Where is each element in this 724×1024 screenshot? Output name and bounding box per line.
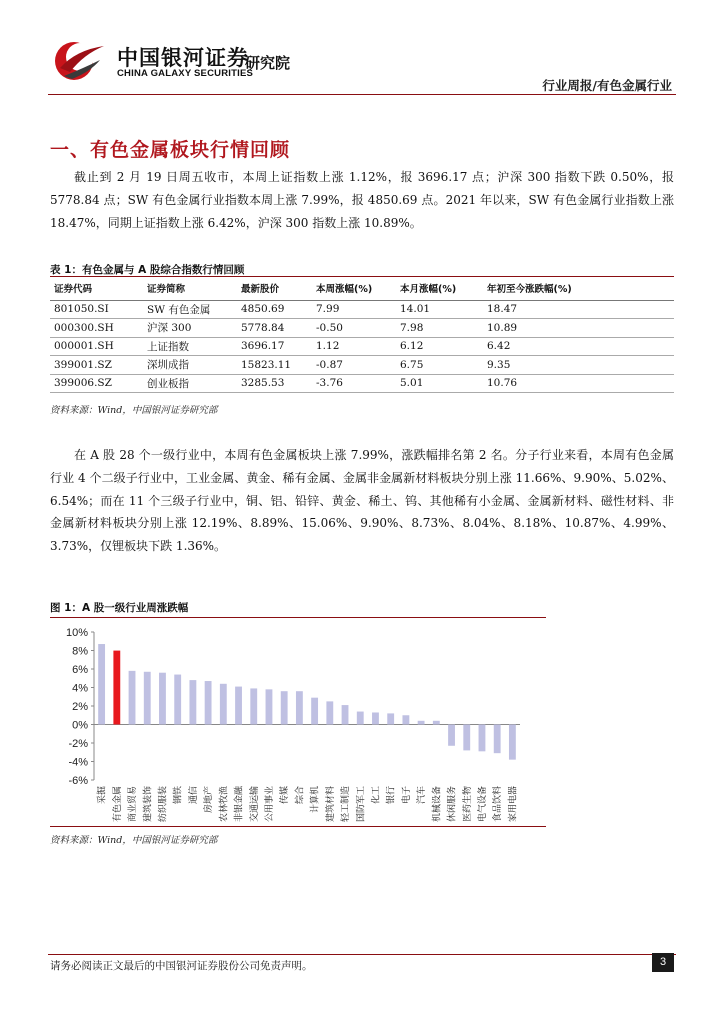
bar (98, 644, 105, 724)
x-category-label: 化工 (371, 786, 382, 805)
table-cell: 创业板指 (143, 374, 237, 393)
x-category-label: 休闲服务 (447, 786, 458, 823)
table-header: 本周涨幅(%) (312, 277, 396, 300)
table-row (50, 356, 674, 375)
x-category-label: 钢铁 (173, 786, 184, 805)
table-header: 最新股价 (237, 277, 312, 300)
figure-bottom-rule (50, 826, 546, 827)
bar (189, 680, 196, 724)
table-cell: 5778.84 (237, 319, 312, 338)
y-tick-label: -6% (68, 775, 88, 787)
table-header-row (50, 277, 674, 300)
x-category-label: 医药生物 (462, 786, 473, 823)
brand-name-en: CHINA GALAXY SECURITIES (117, 68, 254, 79)
bar (357, 712, 364, 725)
bar (448, 725, 455, 746)
table-cell: 15823.11 (237, 356, 312, 375)
bar (266, 689, 273, 724)
bar (479, 725, 486, 752)
x-category-label: 传媒 (280, 786, 291, 805)
table-cell: 7.99 (312, 300, 396, 319)
table-cell: -3.76 (312, 374, 396, 393)
table-cell: 沪深 300 (143, 319, 237, 338)
bar (342, 705, 349, 724)
table-cell: 6.75 (396, 356, 483, 375)
table-cell: 7.98 (396, 319, 483, 338)
x-category-label: 银行 (386, 786, 397, 805)
y-tick-label: 0% (72, 719, 88, 732)
galaxy-logo (50, 38, 110, 84)
table-header: 本月涨幅(%) (396, 277, 483, 300)
x-category-label: 电子 (401, 786, 412, 805)
table-cell: 399006.SZ (50, 374, 143, 393)
x-category-label: 国防军工 (356, 786, 367, 823)
x-category-label: 汽车 (417, 786, 428, 805)
table-cell: 上证指数 (143, 337, 237, 356)
table-cell: 000300.SH (50, 319, 143, 338)
bar (326, 701, 333, 724)
figure-caption: 图 1：A 股一级行业周涨跌幅 (50, 602, 189, 614)
table-row (50, 300, 674, 319)
table-cell: 000001.SH (50, 337, 143, 356)
bar (509, 725, 516, 760)
table-source-note: 资料来源：Wind，中国银河证券研究部 (50, 405, 218, 416)
bar (463, 725, 470, 751)
x-category-label: 交通运输 (249, 786, 260, 823)
bar (418, 721, 425, 725)
x-category-label: 非银金融 (234, 786, 245, 823)
bar (372, 712, 379, 724)
industry-paragraph: 在 A 股 28 个一级行业中，本周有色金属板块上涨 7.99%，涨跌幅排名第 2 名。分子行业来看，本周有色金属行业 4 个二级子行业中，工业金属、黄金、稀有金属、金属非金属新材料板块分别上涨 11.66%、9.90%、5.02%、6.54%；而在 11 个三级子行业中，铜、铝、铅锌、黄金、稀土、钨、其他稀有小金属、金属新材料、磁性材料、非金属新材料板块分别上涨 12.19%、8.89%、15.06%、9.90%、8.73%、8.04%、8.18%、10.87%、4.99%、3.73%，仅锂板块下跌 1.36%。 (50, 448, 674, 554)
industry-bar-chart (50, 622, 546, 824)
table-cell: 3285.53 (237, 374, 312, 393)
x-category-label: 农林牧渔 (219, 786, 230, 823)
table-cell: SW 有色金属 (143, 300, 237, 319)
table-header: 证券代码 (50, 277, 143, 300)
x-category-label: 商业贸易 (128, 786, 139, 823)
bar (311, 698, 318, 725)
section-title: 一、有色金属板块行情回顾 (50, 139, 291, 161)
table-cell: -0.87 (312, 356, 396, 375)
bar (433, 721, 440, 725)
x-category-label: 有色金属 (112, 786, 123, 823)
x-category-label: 综合 (295, 786, 306, 805)
table-cell: 6.42 (483, 337, 674, 356)
footer-divider (48, 954, 676, 955)
table-cell: 9.35 (483, 356, 674, 375)
institute-label: 研究院 (245, 54, 291, 72)
x-category-label: 计算机 (310, 786, 321, 814)
table-cell: 3696.17 (237, 337, 312, 356)
table-cell: 4850.69 (237, 300, 312, 319)
bar (159, 673, 166, 725)
index-table (50, 276, 674, 393)
y-tick-label: -2% (68, 738, 88, 750)
bar (387, 713, 394, 724)
x-category-label: 通信 (188, 786, 199, 805)
figure-top-rule (50, 617, 546, 618)
table-cell: 6.12 (396, 337, 483, 356)
x-category-label: 机械设备 (432, 786, 443, 823)
table-cell: 5.01 (396, 374, 483, 393)
y-tick-label: 2% (72, 701, 88, 713)
bar (235, 687, 242, 725)
header-divider (48, 94, 676, 95)
table-cell: 10.89 (483, 319, 674, 338)
x-category-label: 家用电器 (508, 786, 519, 823)
table-row (50, 374, 674, 393)
bar (220, 684, 227, 725)
bar (281, 691, 288, 724)
table-row (50, 319, 674, 338)
y-tick-label: 4% (72, 682, 88, 695)
x-category-label: 食品饮料 (493, 786, 504, 823)
table-cell: -0.50 (312, 319, 396, 338)
bar (402, 715, 409, 724)
x-category-label: 建筑材料 (325, 786, 336, 823)
table-cell: 801050.SI (50, 300, 143, 319)
y-tick-label: 6% (72, 664, 88, 676)
bar (174, 675, 181, 725)
bar (113, 651, 120, 725)
disclaimer-note: 请务必阅读正文最后的中国银河证券股份公司免责声明。 (50, 960, 313, 972)
bar (494, 725, 501, 754)
y-tick-label: -4% (68, 756, 88, 769)
y-tick-label: 10% (65, 627, 88, 639)
table-header: 年初至今涨跌幅(%) (483, 277, 674, 300)
x-category-label: 电气设备 (477, 786, 488, 823)
bar (250, 688, 257, 724)
table-caption: 表 1：有色金属与 A 股综合指数行情回顾 (50, 264, 245, 276)
x-category-label: 房地产 (204, 786, 215, 814)
x-category-label: 公用事业 (264, 786, 275, 823)
table-cell: 深圳成指 (143, 356, 237, 375)
bar (205, 681, 212, 724)
y-tick-label: 8% (72, 645, 88, 658)
figure-source-note: 资料来源：Wind，中国银河证券研究部 (50, 835, 218, 846)
page-number: 3 (652, 953, 674, 972)
x-category-label: 纺织服装 (158, 786, 169, 823)
bar (129, 671, 136, 725)
table-header: 证券简称 (143, 277, 237, 300)
summary-paragraph: 截止到 2 月 19 日周五收市，本周上证指数上涨 1.12%，报 3696.17 点；沪深 300 指数下跌 0.50%，报 5778.84 点；SW 有色金属行业指数本周上涨 7.99%，报 4850.69 点。2021 年以来，SW 有色金属行业指数上涨 18.47%，同期上证指数上涨 6.42%，沪深 300 指数上涨 10.89%。 (50, 170, 674, 230)
table-cell: 18.47 (483, 300, 674, 319)
brand-name-cn: 中国银河证券 (117, 46, 249, 70)
table-row (50, 337, 674, 356)
x-category-label: 采掘 (97, 786, 108, 805)
table-cell: 399001.SZ (50, 356, 143, 375)
table-cell: 10.76 (483, 374, 674, 393)
x-category-label: 轻工制造 (341, 786, 352, 823)
bar (144, 672, 151, 725)
report-type: 行业周报/有色金属行业 (542, 78, 672, 93)
x-category-label: 建筑装饰 (143, 786, 154, 823)
table-cell: 1.12 (312, 337, 396, 356)
table-cell: 14.01 (396, 300, 483, 319)
bar (296, 691, 303, 724)
